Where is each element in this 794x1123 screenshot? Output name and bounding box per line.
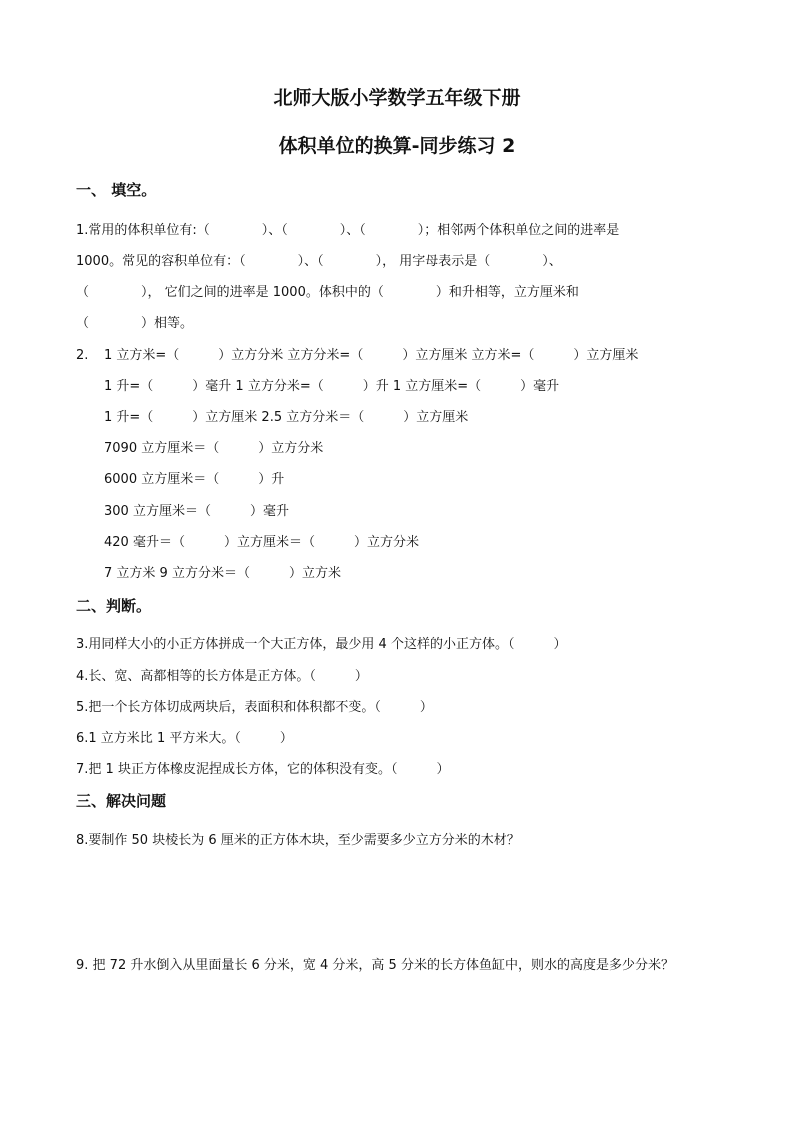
question-6: 6.1 立方米比 1 平方米大。（ ） (76, 731, 293, 746)
question-2-label: 2. (76, 348, 89, 363)
section-fill-heading: 一、 填空。 (76, 181, 157, 199)
question-3: 3.用同样大小的小正方体拼成一个大正方体，最少用 4 个这样的小正方体。（ ） (76, 637, 567, 652)
question-2-row-2: 1 升=（ ）毫升 1 立方分米=（ ）升 1 立方厘米=（ ）毫升 (104, 379, 560, 394)
question-8: 8.要制作 50 块棱长为 6 厘米的正方体木块，至少需要多少立方分米的木材？ (76, 833, 520, 848)
question-2-row-5: 6000 立方厘米＝（ ）升 (104, 472, 285, 487)
question-1-line-4: （ ）相等。 (76, 316, 194, 331)
question-2-row-3: 1 升=（ ）立方厘米 2.5 立方分米＝（ ）立方厘米 (104, 410, 469, 425)
question-7: 7.把 1 块正方体橡皮泥捏成长方体，它的体积没有变。（ ） (76, 762, 450, 777)
question-1-line-3: （ ）， 它们之间的进率是 1000。体积中的（ ）和升相等，立方厘米和 (76, 285, 579, 300)
question-2-row-8: 7 立方米 9 立方分米＝（ ）立方米 (104, 566, 341, 581)
question-1-line-2: 1000。常见的容积单位有：（ ）、（ ）， 用字母表示是（ ）、 (76, 254, 562, 269)
page-subtitle: 体积单位的换算-同步练习 2 (278, 135, 516, 157)
page-title: 北师大版小学数学五年级下册 (273, 87, 521, 109)
question-5: 5.把一个长方体切成两块后，表面积和体积都不变。（ ） (76, 700, 433, 715)
question-2-row-7: 420 毫升＝（ ）立方厘米＝（ ）立方分米 (104, 535, 419, 550)
question-9: 9. 把 72 升水倒入从里面量长 6 分米，宽 4 分米，高 5 分米的长方体鱼缸中，则水的高度是多少分米？ (76, 958, 674, 973)
question-2-row-6: 300 立方厘米＝（ ）毫升 (104, 504, 289, 519)
section-solve-heading: 三、解决问题 (76, 792, 167, 810)
section-judge-heading: 二、判断。 (76, 597, 152, 615)
question-2-row-4: 7090 立方厘米＝（ ）立方分米 (104, 441, 324, 456)
question-2-row-1: 1 立方米=（ ）立方分米 立方分米=（ ）立方厘米 立方米=（ ）立方厘米 (104, 348, 639, 363)
question-1-line-1: 1.常用的体积单位有:（ ）、（ ）、（ ）；相邻两个体积单位之间的进率是 (76, 223, 620, 238)
question-4: 4.长、宽、高都相等的长方体是正方体。（ ） (76, 669, 368, 684)
